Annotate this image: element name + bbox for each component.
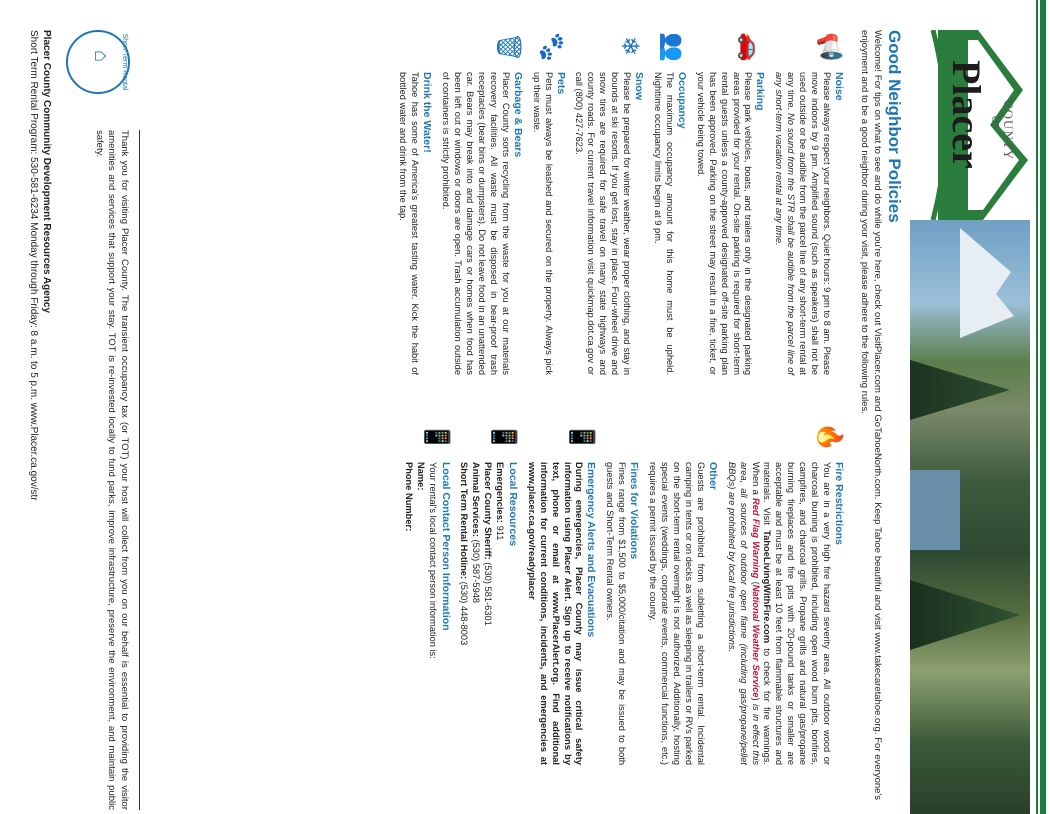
agency-name: Placer County Community Development Resources Agency [41,30,52,314]
seal-text: Short-Term Rental [121,33,128,91]
drink-section [397,30,434,375]
contact-heading: Local Contact Person Information [439,462,452,631]
str-seal [66,30,130,94]
trash-bin-icon: 🗑 [494,32,522,63]
other-heading: Other [706,462,719,491]
contact-name-label: Name: [415,462,426,491]
intro-text: Welcome! For tips on what to see and do while you're here, check out VisitPlacer.com and GoTahoeNorth.com. Keep Tahoe beautiful and visit www.takecaretahoe.org. For everyone's enjoyment and to be a good neighbor during your visit, please adhere to the following rules. [859,30,883,800]
parking-section [694,30,767,375]
campfire-icon: 🔥 [816,422,843,452]
hotline-value: (530) 448-8003 [458,581,469,646]
parking-text: Please park vehicles, boats, and trailers only in the designated parking areas provided for your rental. On-site parking is required for short-term rental guests unless a county-approved designated off-site parking plan has been approved. Parking on the street may result in a fine, ticket, or your vehicle being towed. [695,72,754,375]
house-icon: ⌂ [90,50,112,63]
animal-value: (530) 587-5948 [470,539,481,604]
sheriff-value: (530) 581-6301 [482,562,493,626]
pets-heading: Pets [554,72,567,95]
fines-section [604,420,641,765]
garbage-heading: Garbage & Bears [511,72,524,158]
weather-service: National Weather Service [750,584,761,698]
pets-section [530,30,567,375]
top-green-line [1036,0,1038,814]
noise-heading: Noise [833,72,845,101]
resources-section [458,420,519,765]
snowflake-icon: ❄ [616,35,644,57]
noise-body: Please always respect your neighbors. Quiet hours: 9 pm to 8 am. Please move indoors by 9 pm. Amplified sound (such as speakers) shall not be used outside or be audible from the parcel line of any short-term rental at any time. [786,72,832,375]
occupancy-heading: Occupancy [675,72,688,129]
footer-rule [139,130,140,810]
resource-emergencies [494,462,506,765]
occupancy-section [651,30,688,375]
group-icon: 👥 [658,32,686,62]
noise-section [772,30,845,375]
contact-text: Your rental's local contact person information is: [427,462,438,659]
logo-placer-text: Placer [944,60,989,169]
header-photo-collage [910,220,1030,814]
noise-italic: No sound from the STR shall be audible from the parcel line of any short-term vacation rental at any time. [774,72,797,375]
logo-county-text: COUNTY [1001,100,1016,161]
resources-heading: Local Resources [506,462,519,547]
snow-heading: Snow [633,72,646,100]
noise-text [772,72,832,375]
drink-heading: Drink the Water! [421,72,434,153]
fire-heading: Fire Restrictions [833,462,845,545]
phone-alert-icon: 📱 [568,422,596,452]
fines-text: Fines range from $1,500 to $5,000/citation and may be issued to both guests and Short-Term Rental owners. [605,462,628,765]
other-text: Guests are prohibited from subletting a short-term rental. Incidental camping in tents or on decks as well as sleeping in trailers or RVs parked on the short-term rental overnight is not authorized. Additionally, hosting special events (weddings, corporate events, commercial functions, etc.) requires a permit issued by the county. [648,462,706,765]
page-title: Good Neighbor Policies [885,30,904,223]
logo-of-text: OF [989,116,1000,129]
top-green-bar [1040,0,1046,814]
hotline-label: Short Term Rental Hotline: [458,462,469,580]
fines-heading: Fines for Violations [628,462,641,560]
pets-text: Pets must always be leashed and secured on the property. Always pick up their waste. [531,72,554,375]
snow-section [573,30,646,375]
megaphone-icon: 📢 [816,32,843,62]
drink-text: Tahoe has some of America's greatest tasting water. Kick the habit of bottled water and drink from the tap. [398,72,421,375]
thanks-text: Thank you for visiting Placer County. The transient occupancy tax (or TOT) your host will collect from you on our behalf is essential to providing the visitor amenities and services that support your stay. TOT is re-invested locally to fund parks, improve infrastructure, preserve the environment, and maintain public safety. [94,130,130,810]
emergency-section [525,420,598,765]
resource-animal [470,462,482,765]
emergencies-label: Emergencies: [494,462,505,523]
snow-text: Please be prepared for winter weather, wear proper clothing, and stay in bounds at ski resorts. If you get lost, stay in place. Four-wheel drive and snow tires are required for safe travel on many state highways and county roads. For current travel information visit quickmap.dot.ca.gov or call (800) 427-7623. [574,72,633,375]
other-section [646,420,719,765]
fire-text-2: to check for fire warnings. When a [750,462,773,765]
program-info: Short Term Rental Program: 530-581-6234 Monday through Friday: 8 a.m. to 5 p.m. www.Placer.ca.gov/str [28,30,39,501]
emergency-text: During emergencies, Placer County may issue critical safety information using Placer Alert. Sign up to receive notifications by text, phone or email at www.PlacerAlert.org. Find additional information for current conditions, incidents, and emergencies at www.placer.ca.gov/readyplacer [526,462,585,765]
fire-text: You are in a very high fire hazard severity area. All outdoor wood or charcoal burning is prohibited, including open wood burn pits, bonfires, campfires, and charcoal grills. Propane grills and natural gas/propane burning fireplaces and fire pits with 20-pound tanks or smaller are acceptable and must be at least 10 feet from flammable structures and materials. Visit TahoeLivingWithFire.com to check for fire warnings. When a Red Flag Warning (National Weather Service) is in effect this area, all sources of outdoor open flame (including gas/propane/pellet BBQs) are prohibited by local fire jurisdictions. [726,462,832,765]
phone-info-icon: 📱 [489,422,517,452]
fire-link[interactable]: TahoeLivingWithFire.com [762,530,773,644]
fire-section [725,420,845,765]
garbage-section [439,30,523,375]
animal-label: Animal Services: [470,462,481,537]
resource-sheriff [482,462,494,765]
fire-text-1: You are in a very high fire hazard severity area. All outdoor wood or charcoal burning is prohibited, including open wood burn pits, bonfires, campfires, and charcoal grills. Propane grills and natural gas/propane burning fireplaces and fire pits with 20-pound tanks or smaller are acceptable and must be at least 10 feet from flammable structures and materials. Visit [762,462,832,765]
left-column [391,30,845,375]
paw-icon: 🐾 [537,32,565,62]
parking-heading: Parking [754,72,767,111]
emergencies-value: 911 [494,525,505,541]
garbage-text: Placer County sorts recycling from the waste for you at our materials recovery facilities. All waste must be disposed in bear-proof trash receptacles (bear bins or dumpsters). Do not leave food in an unattended car. Bears may break into and damage cars or homes when food has been left out or windows or doors are open. Trash accumulation outside of containers is strictly prohibited. [441,72,511,375]
car-icon: 🚗 [737,32,765,62]
contact-phone-label: Phone Number: [403,462,414,532]
red-flag-warning: Red Flag Warning [750,498,761,579]
right-column [397,420,845,765]
resource-hotline [458,462,470,765]
emergency-heading: Emergency Alerts and Evacuations [585,462,598,638]
phone-contact-icon: 📱 [422,422,450,452]
occupancy-text: The maximum occupancy amount for this home must be upheld. Nighttime occupancy limits begin at 9 pm. [653,72,675,375]
sheriff-label: Placer County Sheriff: [482,462,493,560]
contact-section [403,420,452,765]
fire-text-3: is in effect this area, all sources of outdoor open flame (including gas/propane/pellet BBQs) are prohibited by local fire jurisdictions. [726,462,761,765]
